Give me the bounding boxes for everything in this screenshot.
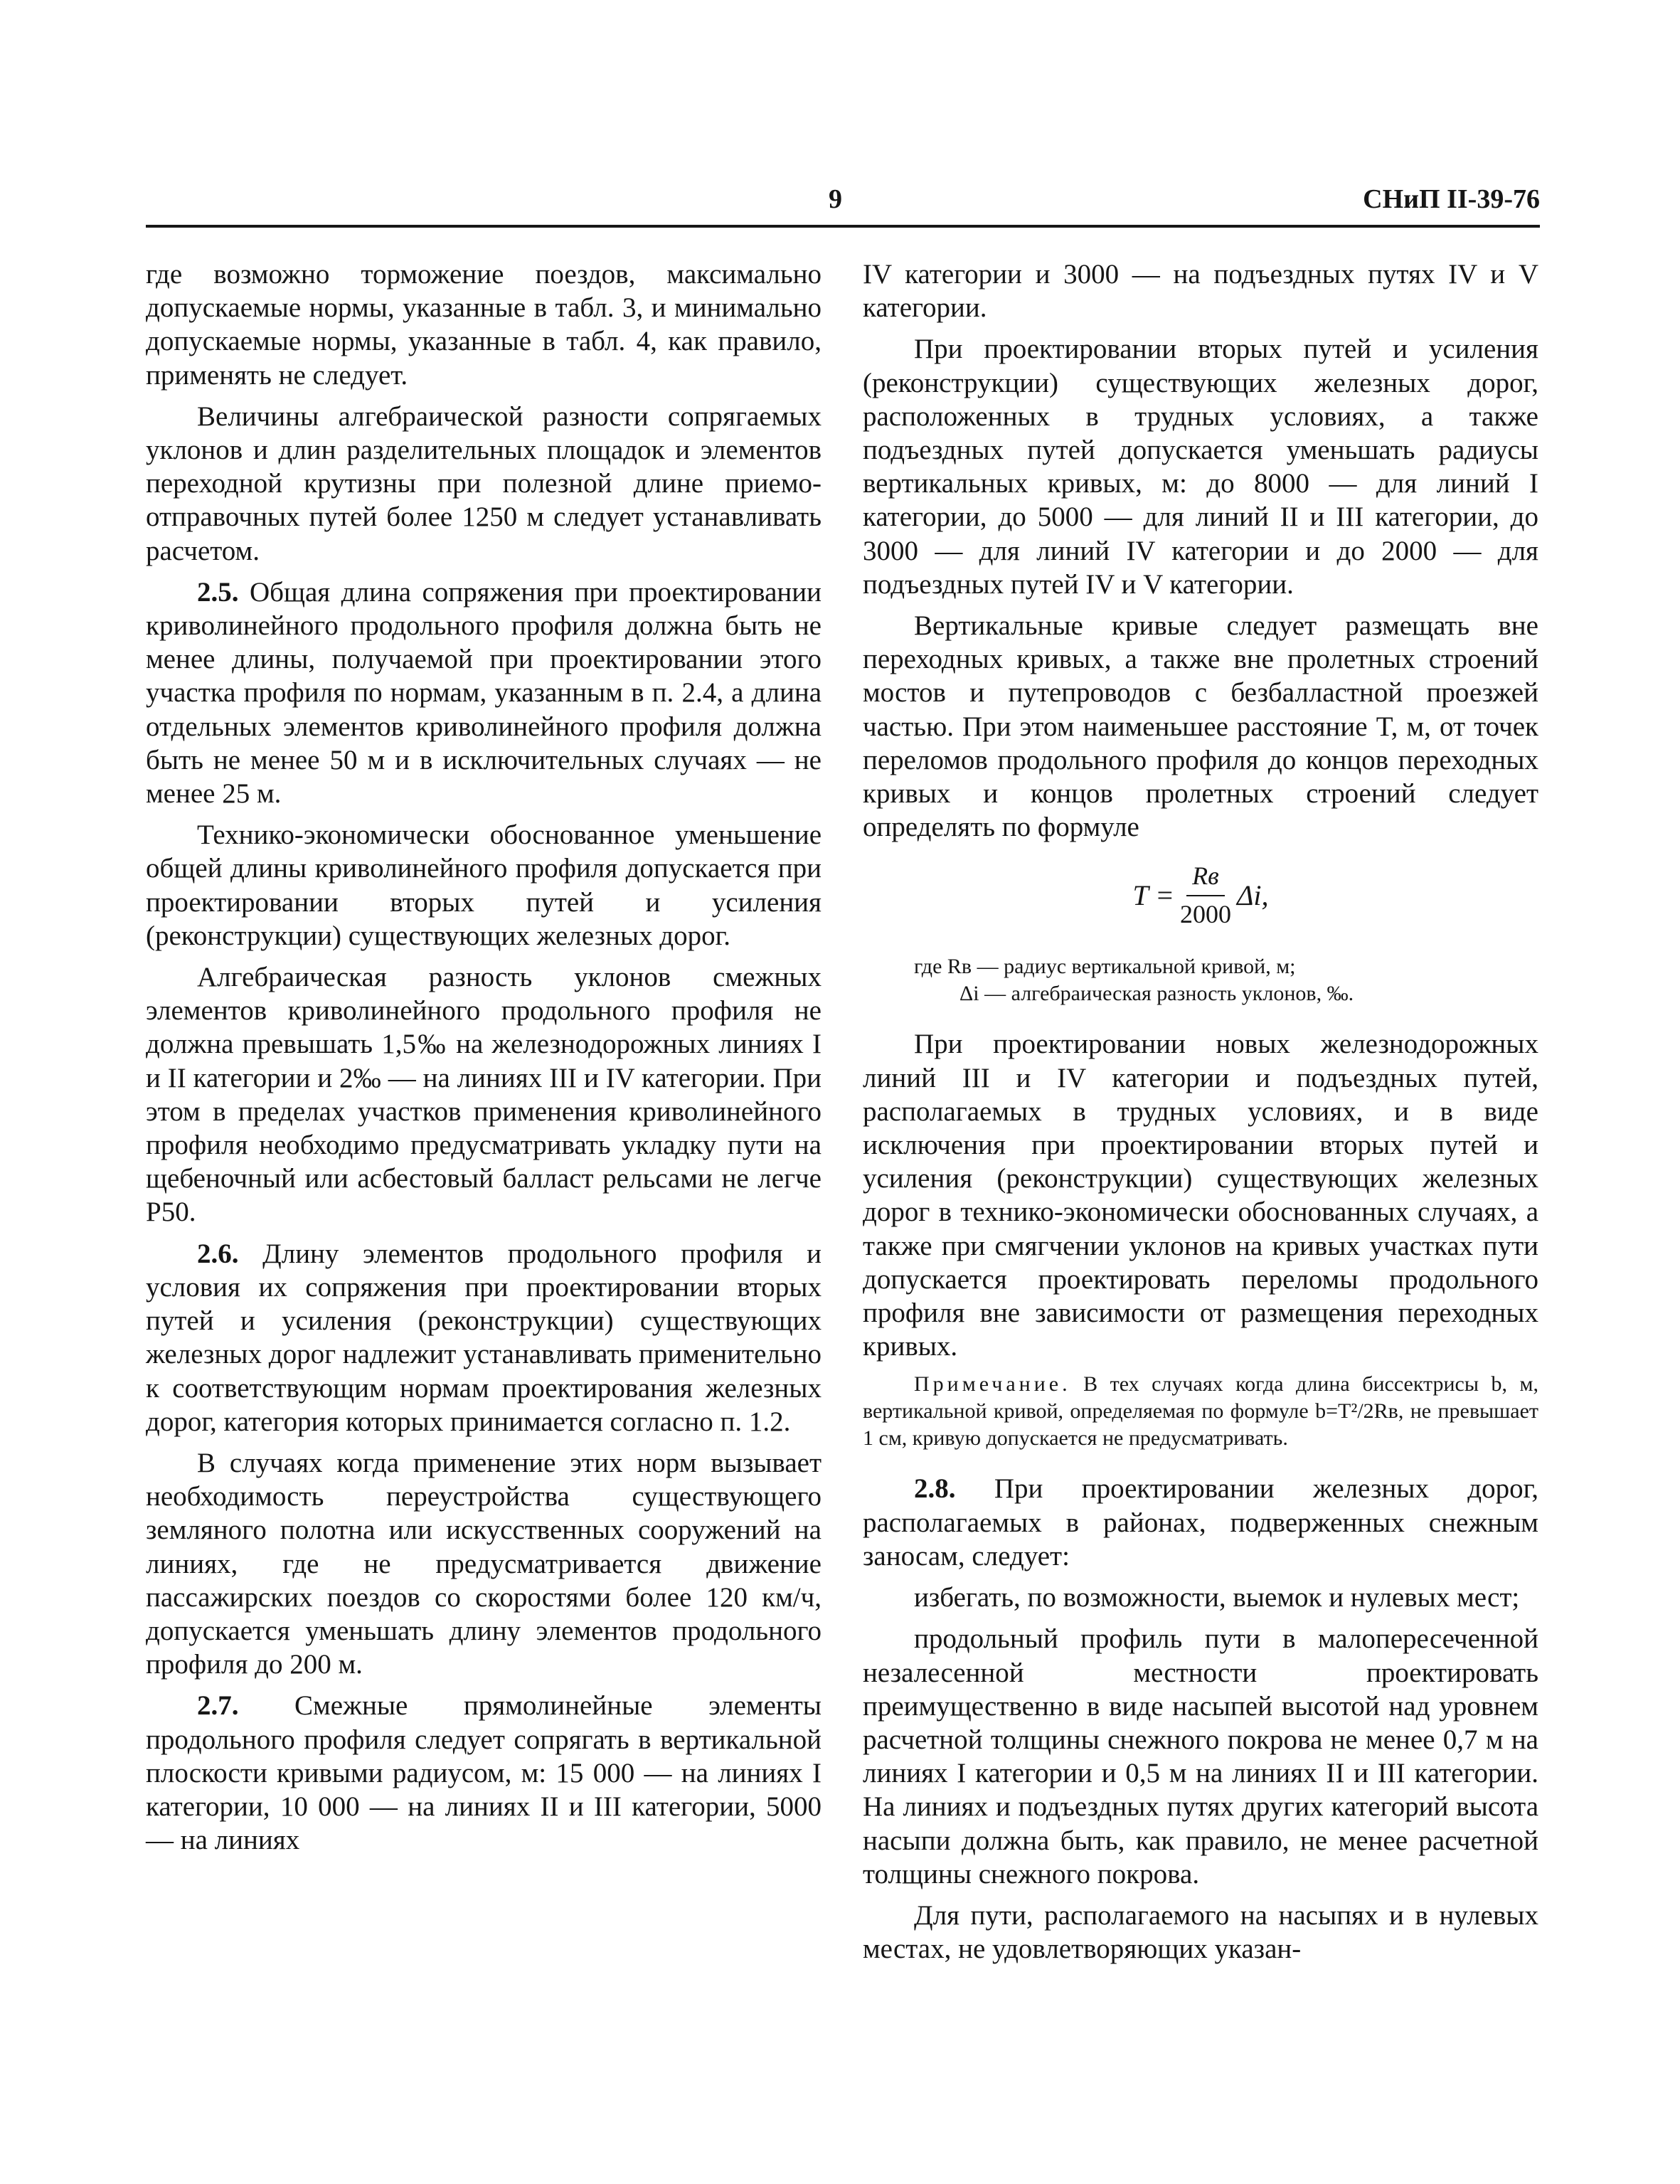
- note-label: Примечание.: [914, 1372, 1071, 1396]
- section-number: 2.5.: [197, 576, 239, 608]
- formula-denominator: 2000: [1179, 899, 1231, 928]
- left-column: [146, 258, 822, 1865]
- document-code: СНиП II-39-76: [1363, 184, 1540, 214]
- note-text: В тех случаях когда длина биссектрисы b, м, вертикальной кривой, определяемая по формуле b=T²/2Rв, не превышает 1 см, кривую допускается не предусматривать.: [863, 1372, 1538, 1451]
- formula-numerator: Rв: [1186, 859, 1225, 896]
- page-header: [146, 184, 1540, 223]
- note: [863, 1371, 1538, 1452]
- formula-legend: [863, 953, 1538, 1007]
- paragraph: При проектировании вторых путей и усиления (реконструкции) существующих железных дорог, расположенных в трудных условиях, а также подъездных путей допускается уменьшать радиусы вертикальных кривых, м: до 8000 — для линий I категории, до 5000 — для линий II и III категории, до 3000 — для линий IV категории и до 2000 — для подъездных путей IV и V категории.: [863, 334, 1538, 600]
- section-2-7: 2.7. Смежные прямолинейные элементы продольного профиля следует сопрягать в вертикальной плоскости кривыми радиусом, м: 15 000 — на линиях I категории, 10 000 — на линиях II и III категории, 5000 — на линиях: [146, 1690, 822, 1856]
- section-2-6: 2.6. Длину элементов продольного профиля и условия их сопряжения при проектировании вторых путей и усиления (реконструкции) существующих железных дорог надлежит устанавливать применительно к соответствующим нормам проектирования железных дорог, категория которых принимается согласно п. 1.2.: [146, 1238, 822, 1437]
- paragraph: Вертикальные кривые следует размещать вне переходных кривых, а также вне пролетных строений мостов и путепроводов с безбалластной проезжей частью. При этом наименьшее расстояние T, м, от точек переломов продольного профиля до концов переходных кривых и концов пролетных строений следует определять по формуле: [863, 610, 1538, 843]
- formula-fraction: [1180, 859, 1231, 931]
- page-number: 9: [829, 184, 842, 214]
- right-column: [863, 258, 1538, 1973]
- section-number: 2.6.: [197, 1238, 239, 1269]
- paragraph: продольный профиль пути в малопересеченной незалесенной местности проектировать преимущественно в виде насыпей высотой над уровнем расчетной толщины снежного покрова не менее 0,7 м на линиях I категории и 0,5 м на линиях II и III категории. На линиях и подъездных путях других категорий высота насыпи должна быть, как правило, не менее расчетной толщины снежного покрова.: [863, 1623, 1538, 1889]
- paragraph: IV категории и 3000 — на подъездных путях IV и V категории.: [863, 259, 1538, 324]
- header-rule: [146, 225, 1540, 228]
- paragraph: При проектировании новых железнодорожных линий III и IV категории и подъездных путей, располагаемых в трудных условиях, и в виде исключения при проектировании вторых путей и усиления (реконструкции) существующих железных дорог в технико-экономически обоснованных случаях, а также при смягчении уклонов на кривых участках пути допускается проектировать переломы продольного профиля вне зависимости от размещения переходных кривых.: [863, 1029, 1538, 1362]
- paragraph: Алгебраическая разность уклонов смежных элементов криволинейного продольного профиля не должна превышать 1,5‰ на железнодорожных линиях I и II категории и 2‰ — на линиях III и IV категории. При этом в пределах участков применения криволинейного профиля необходимо предусматривать укладку пути на щебеночный или асбестовый балласт рельсами не легче Р50.: [146, 962, 822, 1228]
- section-2-5: 2.5. Общая длина сопряжения при проектировании криволинейного продольного профиля должна быть не менее длины, получаемой при проектировании этого участка профиля по нормам, указанным в п. 2.4, а длина отдельных элементов криволинейного профиля должна быть не менее 50 м и в исключительных случаях — не менее 25 м.: [146, 576, 822, 810]
- formula: [863, 859, 1538, 929]
- paragraph: В случаях когда применение этих норм вызывает необходимость переустройства существующего земляного полотна или искусственных сооружений на линиях, где не предусматривается движение пассажирских поездов со скоростями более 120 км/ч, допускается уменьшать длину элементов продольного профиля до 200 м.: [146, 1447, 822, 1680]
- paragraph: Величины алгебраической разности сопрягаемых уклонов и длин разделительных площадок и элементов переходной крутизны при полезной длине приемо-отправочных путей более 1250 м следует устанавливать расчетом.: [146, 401, 822, 566]
- paragraph: Технико-экономически обоснованное уменьшение общей длины криволинейного профиля допускается при проектировании вторых путей и усиления (реконструкции) существующих железных дорог.: [146, 820, 822, 951]
- legend-line: где Rв — радиус вертикальной кривой, м;: [914, 955, 1296, 979]
- legend-line: Δi — алгебраическая разность уклонов, ‰.: [959, 982, 1354, 1006]
- formula-rhs: Δi,: [1236, 879, 1269, 912]
- paragraph: Для пути, располагаемого на насыпях и в нулевых местах, не удовлетворяющих указан-: [863, 1899, 1538, 1965]
- section-2-8: 2.8. При проектировании железных дорог, располагаемых в районах, подверженных снежным заносам, следует:: [863, 1473, 1539, 1571]
- formula-lhs: T =: [1132, 879, 1174, 912]
- paragraph: избегать, по возможности, выемок и нулевых мест;: [914, 1582, 1520, 1613]
- section-number: 2.8.: [914, 1473, 956, 1505]
- paragraph: где возможно торможение поездов, максимально допускаемые нормы, указанные в табл. 3, и минимально допускаемые нормы, указанные в табл. 4, как правило, применять не следует.: [146, 259, 822, 391]
- section-number: 2.7.: [197, 1690, 239, 1722]
